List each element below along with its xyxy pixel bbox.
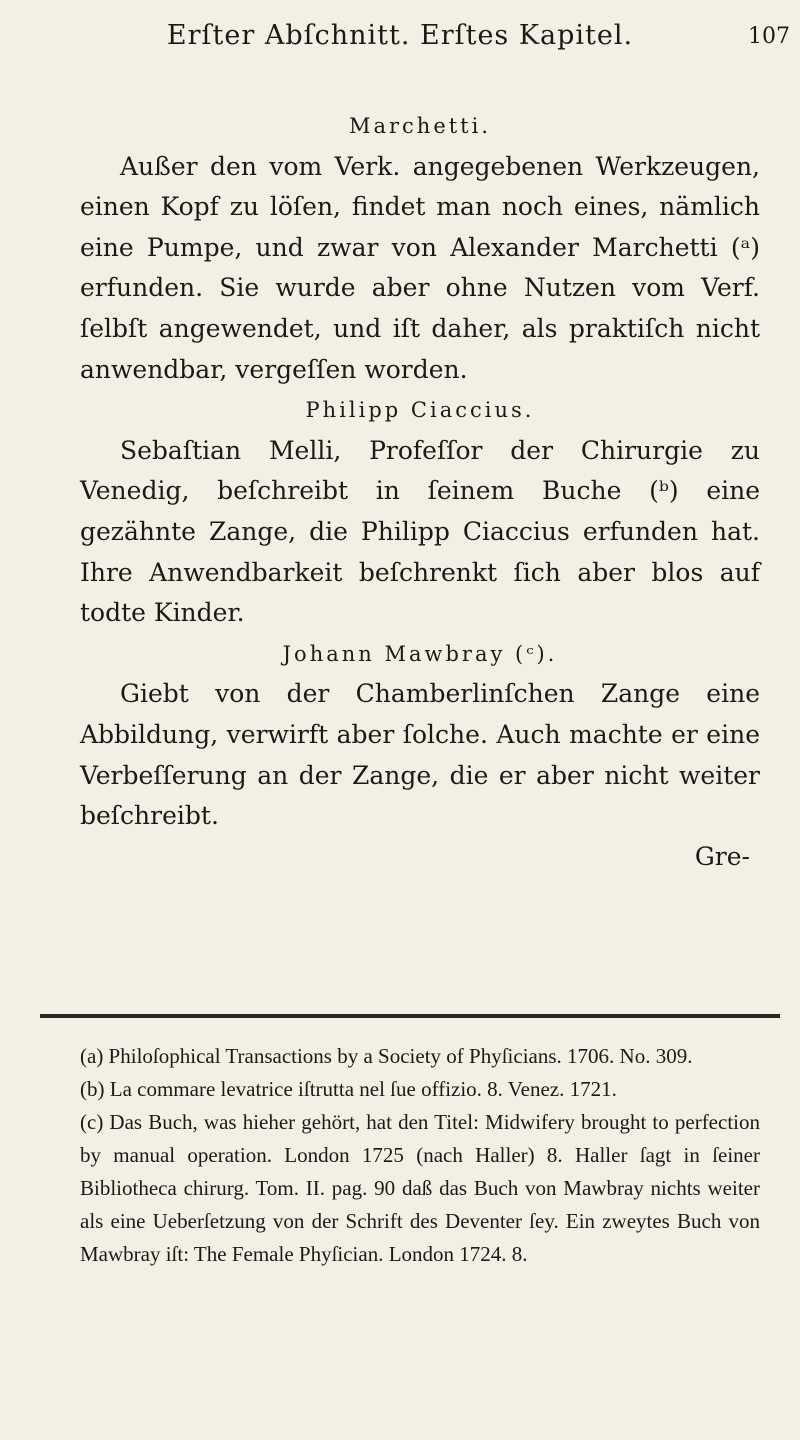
footnote-b: (b) La commare levatrice iſtrutta nel ſue offizio. 8. Venez. 1721.	[80, 1077, 617, 1101]
page-number: 107	[748, 24, 790, 49]
main-text	[80, 106, 760, 877]
entry-paragraph-ciaccius: Sebaſtian Melli, Profeſſor der Chirurgie zu Venedig, beſchreibt in ſeinem Buche (ᵇ) eine gezähnte Zange, die Philipp Ciaccius erfunden hat. Ihre Anwendbarkeit beſchrenkt ſich aber blos auf todte Kinder.	[80, 435, 760, 628]
entry-heading-mawbray: Johann Mawbray (ᶜ).	[282, 641, 558, 666]
footnote-c: (c) Das Buch, was hieher gehört, hat den Titel: Midwifery brought to perfection by manual operation. London 1725 (nach Haller) 8. Haller ſagt in ſeiner Bibliotheca chirurg. Tom. II. pag. 90 daß das Buch von Mawbray nichts weiter als eine Ueberſetzung von der Schrift des Deventer ſey. Ein zweytes Buch von Mawbray iſt: The Female Phyſician. London 1724. 8.	[80, 1110, 760, 1266]
footnote-divider	[40, 1014, 780, 1018]
entry-paragraph-mawbray: Giebt von der Chamberlinſchen Zange eine Abbildung, verwirft aber ſolche. Auch machte er eine Verbeſſerung an der Zange, die er aber nicht weiter beſchreibt.	[80, 679, 760, 831]
catchword: Gre-	[694, 841, 750, 871]
footnote-a: (a) Philoſophical Transactions by a Society of Phyſicians. 1706. No. 309.	[80, 1044, 693, 1068]
footnotes	[80, 1040, 760, 1271]
running-head: Erſter Abſchnitt. Erſtes Kapitel.	[166, 20, 634, 51]
entry-paragraph-marchetti: Außer den vom Verk. angegebenen Werkzeugen, einen Kopf zu löſen, findet man noch eines, nämlich eine Pumpe, und zwar von Alexander Marchetti (ᵃ) erfunden. Sie wurde aber ohne Nutzen vom Verf. ſelbſt angewendet, und iſt daher, als praktiſch nicht anwendbar, vergeſſen worden.	[80, 151, 760, 384]
entry-heading-marchetti: Marchetti.	[348, 114, 492, 138]
entry-heading-ciaccius: Philipp Ciaccius.	[305, 398, 535, 423]
